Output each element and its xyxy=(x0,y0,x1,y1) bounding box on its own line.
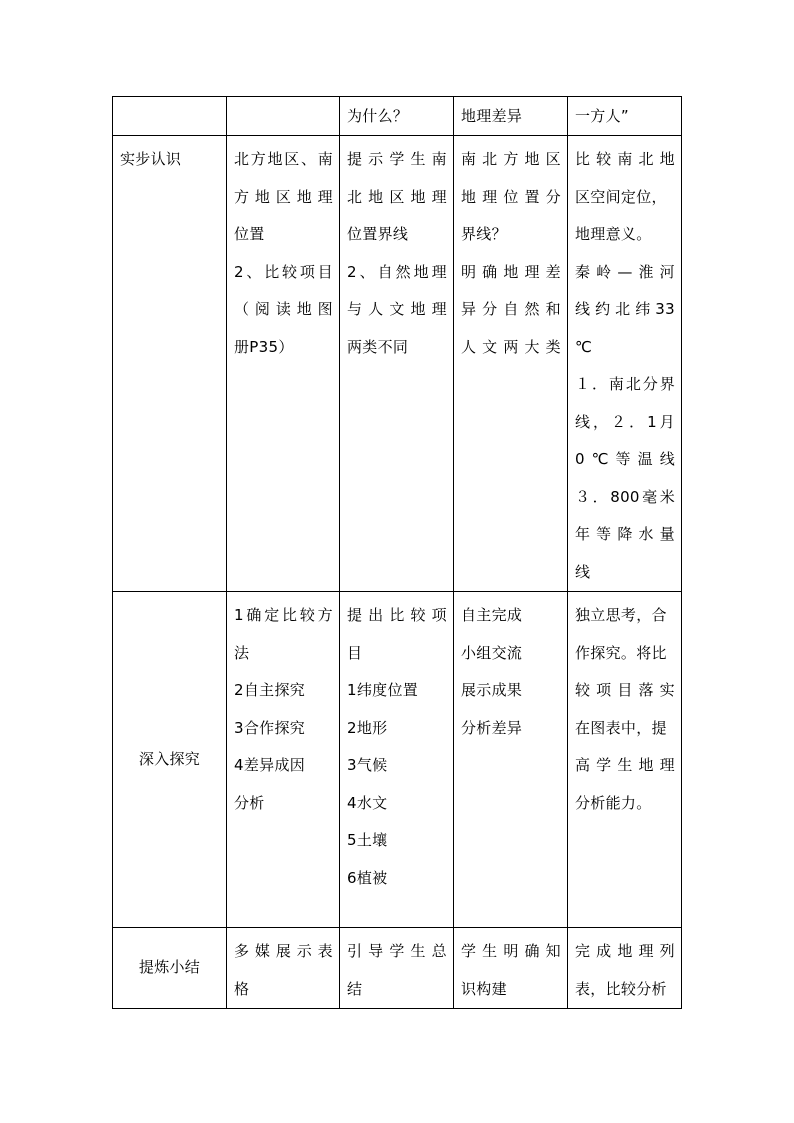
cell-line: 5土壤 xyxy=(347,831,388,849)
stage-cell xyxy=(113,592,227,928)
cell-line: 自主完成 xyxy=(461,606,523,624)
cell-line: 表，比较分析 xyxy=(575,979,667,998)
lesson-plan-table xyxy=(112,96,682,1009)
stage-label: 提炼小结 xyxy=(138,958,201,977)
cell-line: 3气候 xyxy=(347,756,388,774)
teacher-content-cell xyxy=(227,592,340,928)
cell-line: 秦岭—淮河 xyxy=(575,262,675,281)
cell-line: 学生明确知 xyxy=(461,942,561,960)
cell-line: 分析 xyxy=(234,793,265,812)
cell-line: 0℃等温线 xyxy=(575,450,675,468)
cell-line: 2自主探究 xyxy=(234,681,306,699)
stage-label: 实步认识 xyxy=(120,150,182,168)
cell-line: 高学生地理 xyxy=(575,756,675,774)
cell-line: 册P35） xyxy=(234,337,294,356)
cell-line: 2地形 xyxy=(347,718,388,737)
cell-line: 界线？ xyxy=(461,225,507,243)
cell-line: 4水文 xyxy=(347,793,388,812)
cell-line: 4差异成因 xyxy=(234,756,306,774)
cell-line: 2、比较项目 xyxy=(234,262,333,281)
teacher-activity-cell xyxy=(340,136,454,592)
design-intent-cell xyxy=(568,928,682,1009)
cell-line: 3合作探究 xyxy=(234,718,306,737)
cell-line: 小组交流 xyxy=(461,643,523,662)
design-intent-cell xyxy=(568,592,682,928)
cell-line: 地理意义。 xyxy=(575,225,652,243)
cell-line: 完成地理列 xyxy=(575,942,675,960)
cell-line: 分析能力。 xyxy=(575,793,652,812)
student-activity-cell xyxy=(454,97,568,136)
cell-line: 线，２．1月 xyxy=(575,412,675,431)
student-activity-cell xyxy=(454,136,568,592)
cell-line: 分析差异 xyxy=(461,718,523,737)
stage-cell xyxy=(113,136,227,592)
cell-line: 1确定比较方 xyxy=(234,606,333,624)
cell-line: 提示学生南 xyxy=(347,150,447,168)
cell-line: 法 xyxy=(234,643,250,662)
table-row-deep-inquiry xyxy=(113,592,682,928)
cell-line: 人文两大类 xyxy=(461,337,561,356)
cell-line: 位置界线 xyxy=(347,225,409,243)
cell-line: 格 xyxy=(234,979,250,998)
cell-line: 方地区地理 xyxy=(234,187,333,206)
design-intent-cell xyxy=(568,136,682,592)
teacher-activity-cell xyxy=(340,97,454,136)
cell-line: 地理差异 xyxy=(461,107,523,125)
cell-line: 与人文地理 xyxy=(347,300,447,318)
cell-line: 两类不同 xyxy=(347,337,409,356)
cell-line: 明确地理差 xyxy=(461,262,561,281)
cell-line: 比较南北地 xyxy=(575,150,675,168)
teacher-activity-cell xyxy=(340,592,454,928)
cell-line: 结 xyxy=(347,979,363,998)
cell-line: 线约北纬33 xyxy=(575,300,675,318)
table-row-initial-understanding xyxy=(113,136,682,592)
cell-line: 区空间定位， xyxy=(575,187,667,206)
cell-line: 识构建 xyxy=(461,979,507,998)
teacher-activity-cell xyxy=(340,928,454,1009)
teacher-content-cell xyxy=(227,136,340,592)
cell-line: 作探究。将比 xyxy=(575,643,667,662)
cell-line: 目 xyxy=(347,643,363,662)
student-activity-cell xyxy=(454,592,568,928)
cell-line: 较项目落实 xyxy=(575,681,675,699)
cell-line: 北地区地理 xyxy=(347,187,447,206)
table-row-continuation xyxy=(113,97,682,136)
cell-line: 在图表中，提 xyxy=(575,718,667,737)
cell-line: 一方人” xyxy=(575,107,629,125)
cell-line: 北方地区、南 xyxy=(234,150,333,168)
table-row-summary xyxy=(113,928,682,1009)
cell-line: 多媒展示表 xyxy=(234,942,333,960)
cell-line: 地理位置分 xyxy=(461,187,561,206)
cell-line: ３．800毫米 xyxy=(575,487,675,506)
teacher-content-cell xyxy=(227,97,340,136)
cell-line: 线 xyxy=(575,562,591,581)
cell-line: （阅读地图 xyxy=(234,300,333,318)
cell-line: 为什么？ xyxy=(347,107,409,125)
cell-line: 独立思考，合 xyxy=(575,606,667,624)
student-activity-cell xyxy=(454,928,568,1009)
cell-line: 6植被 xyxy=(347,868,388,887)
cell-line: １．南北分界 xyxy=(575,375,675,393)
cell-line: 异分自然和 xyxy=(461,300,561,318)
cell-line: 年等降水量 xyxy=(575,525,675,543)
cell-line: 展示成果 xyxy=(461,681,523,699)
stage-label: 深入探究 xyxy=(138,749,201,768)
cell-line: 提出比较项 xyxy=(347,606,447,624)
cell-line: 1纬度位置 xyxy=(347,681,419,699)
stage-cell xyxy=(113,97,227,136)
cell-line: 2、自然地理 xyxy=(347,262,447,281)
stage-cell xyxy=(113,928,227,1009)
cell-line: 南北方地区 xyxy=(461,150,561,168)
cell-line: 引导学生总 xyxy=(347,942,447,960)
cell-line: ℃ xyxy=(575,337,593,356)
design-intent-cell xyxy=(568,97,682,136)
cell-line: 位置 xyxy=(234,225,265,243)
teacher-content-cell xyxy=(227,928,340,1009)
